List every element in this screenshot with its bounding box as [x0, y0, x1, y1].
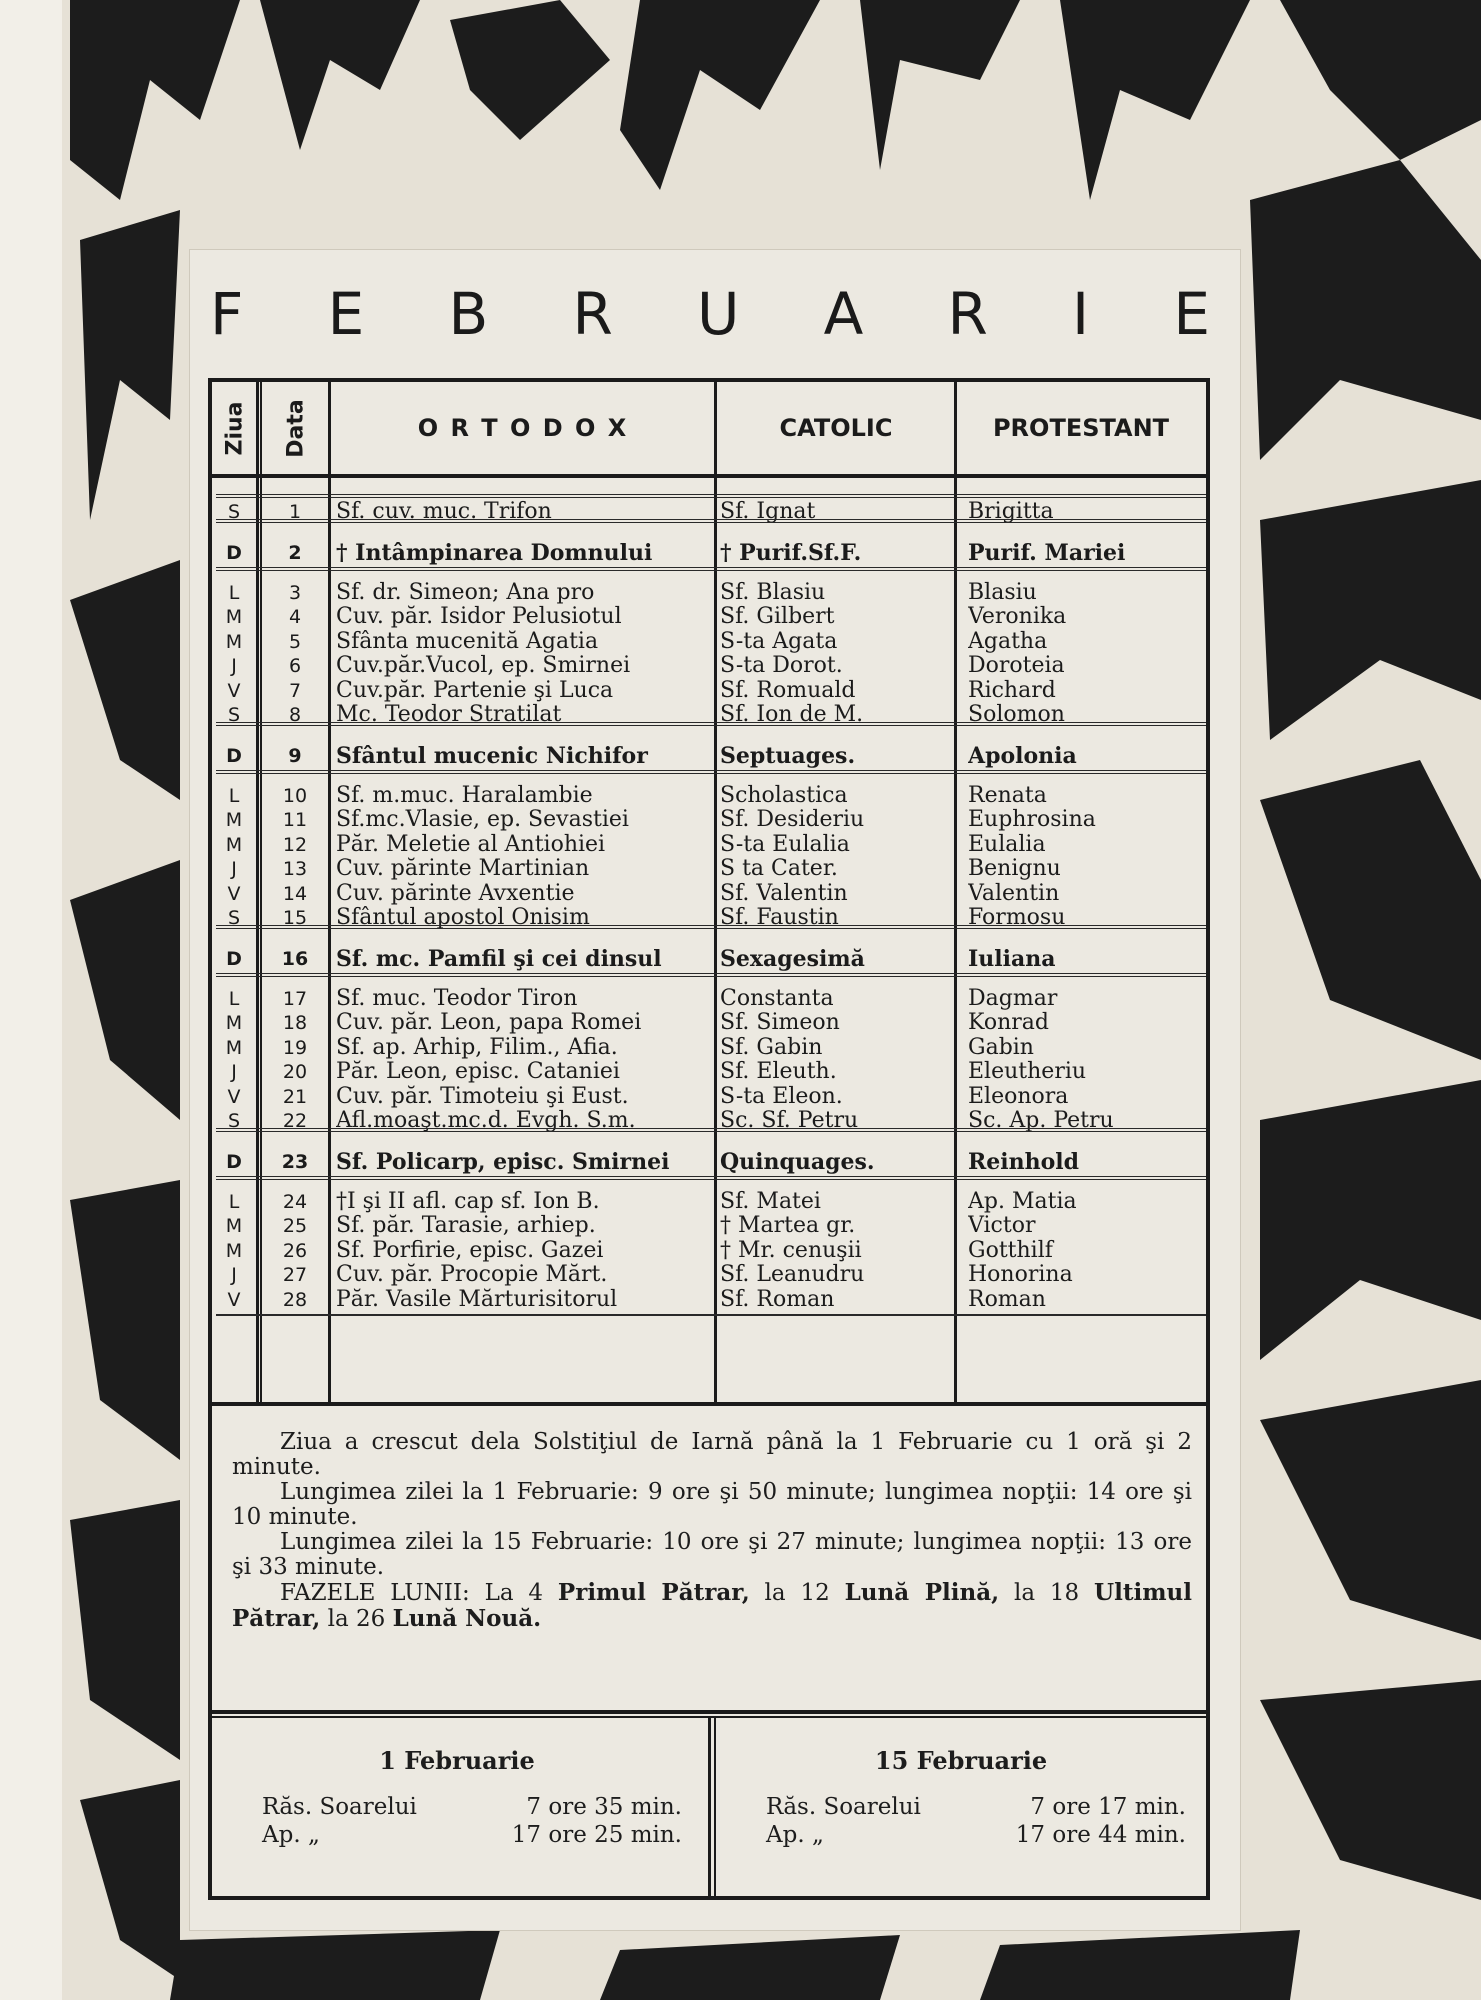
catholic-saint-cell: Septuages. [720, 743, 856, 768]
date-cell: 24 [282, 1190, 308, 1213]
row-group-rule [216, 973, 1206, 977]
page-title [210, 280, 1210, 348]
protestant-saint-cell: Formosu [968, 906, 1066, 930]
date-cell: 6 [288, 655, 302, 677]
date-cell: 3 [288, 581, 302, 604]
title-letter: F [210, 280, 244, 348]
sun-times-date: 15 Februarie [874, 1746, 1048, 1775]
day-of-week-cell: V [227, 882, 241, 905]
title-letter: R [572, 280, 613, 348]
title-letter: U [696, 280, 740, 348]
date-cell: 9 [288, 744, 302, 767]
table-row [212, 679, 1206, 704]
title-letter: E [327, 280, 365, 348]
date-cell: 5 [288, 630, 302, 653]
catholic-saint-cell: Sf. Gabin [720, 1035, 823, 1060]
orthodox-saint-cell: Afl.moaşt.mc.d. Evgh. S.m. [336, 1109, 636, 1133]
date-cell: 21 [282, 1085, 308, 1108]
orthodox-saint-cell: Cuv. păr. Timoteiu şi Eust. [336, 1084, 629, 1109]
date-cell: 17 [282, 987, 308, 1010]
date-cell: 26 [282, 1239, 308, 1262]
catholic-saint-cell: Sexagesimă [720, 946, 865, 971]
note-day-length-15: Lungimea zilei la 15 Februarie: 10 ore şi 27 minute; lungimea nopţii: 13 ore şi 33 minute. [232, 1529, 1192, 1580]
table-row [212, 1011, 1206, 1036]
catholic-saint-cell: Sf. Valentin [720, 881, 848, 906]
protestant-saint-cell: Dagmar [968, 986, 1058, 1011]
sun-times-footer [212, 1712, 1206, 1896]
sunrise-label: Răs. Soarelui [766, 1794, 921, 1820]
date-cell: 14 [282, 882, 308, 905]
catholic-saint-cell: † Mr. cenuşii [720, 1238, 862, 1263]
header-ziua: Ziua [222, 400, 248, 456]
table-bottom-rule [212, 1402, 1206, 1406]
table-row [212, 1288, 1206, 1313]
day-of-week-cell: M [225, 809, 243, 831]
orthodox-saint-cell: Sf. Porfirie, episc. Gazei [336, 1238, 604, 1263]
date-cell: 4 [288, 606, 302, 628]
day-of-week-cell: M [225, 1239, 243, 1262]
protestant-saint-cell: Victor [968, 1214, 1036, 1238]
table-row [212, 1036, 1206, 1061]
protestant-saint-cell: Purif. Mariei [968, 540, 1126, 565]
catholic-saint-cell: Sf. Simeon [720, 1011, 840, 1035]
protestant-saint-cell: Gotthilf [968, 1238, 1053, 1263]
date-cell: 10 [282, 784, 308, 807]
date-cell: 16 [281, 947, 309, 970]
protestant-saint-cell: Sc. Ap. Petru [968, 1109, 1114, 1133]
sunset-value: 17 ore 25 min. [511, 1822, 682, 1848]
day-of-week-cell: S [227, 907, 241, 929]
date-cell: 7 [288, 679, 302, 702]
day-of-week-cell: D [226, 744, 242, 767]
date-cell: 11 [282, 809, 308, 831]
catholic-saint-cell: S-ta Agata [720, 629, 838, 654]
sunset-value: 17 ore 44 min. [1015, 1822, 1186, 1848]
orthodox-saint-cell: Păr. Vasile Mărturisitorul [336, 1287, 618, 1312]
table-row [212, 654, 1206, 679]
orthodox-saint-cell: Sf. Policarp, episc. Smirnei [336, 1149, 670, 1174]
date-cell: 25 [282, 1215, 308, 1237]
orthodox-saint-cell: Sf. păr. Tarasie, arhiep. [336, 1214, 596, 1238]
catholic-saint-cell: Constanta [720, 986, 834, 1011]
title-letter: B [448, 280, 489, 348]
table-row [212, 1085, 1206, 1110]
table-row [212, 1060, 1206, 1085]
protestant-saint-cell: Benignu [968, 857, 1061, 881]
orthodox-saint-cell: Mc. Teodor Stratilat [336, 703, 562, 727]
orthodox-saint-cell: Sf.mc.Vlasie, ep. Sevastiei [336, 808, 629, 832]
day-of-week-cell: J [231, 858, 237, 880]
table-row [212, 987, 1206, 1012]
protestant-saint-cell: Eleutheriu [968, 1060, 1087, 1084]
catholic-saint-cell: Scholastica [720, 783, 848, 808]
orthodox-saint-cell: Sf. m.muc. Haralambie [336, 783, 593, 808]
date-cell: 22 [282, 1110, 308, 1132]
sunset-label: Ap. „ [262, 1822, 320, 1848]
protestant-saint-cell: Ap. Matia [968, 1189, 1077, 1214]
day-of-week-cell: L [228, 581, 240, 604]
header-data: Data [283, 398, 309, 458]
protestant-saint-cell: Gabin [968, 1035, 1034, 1060]
protestant-saint-cell: Solomon [968, 703, 1065, 727]
day-of-week-cell: M [225, 1215, 243, 1237]
date-cell: 23 [281, 1150, 309, 1173]
catholic-saint-cell: Sf. Gilbert [720, 605, 835, 629]
protestant-saint-cell: Richard [968, 678, 1056, 703]
protestant-saint-cell: Renata [968, 783, 1047, 808]
table-row [212, 630, 1206, 655]
date-cell: 12 [282, 833, 308, 856]
protestant-saint-cell: Roman [968, 1287, 1046, 1312]
title-letter: A [823, 280, 864, 348]
day-of-week-cell: L [228, 784, 240, 807]
note-day-length-1: Lungimea zilei la 1 Februarie: 9 ore şi 50 minute; lungimea nopţii: 14 ore şi 10 minute. [232, 1479, 1192, 1530]
orthodox-saint-cell: Sfântul apostol Onisim [336, 906, 590, 930]
catholic-saint-cell: S ta Cater. [720, 857, 838, 881]
orthodox-saint-cell: Păr. Leon, episc. Cataniei [336, 1060, 620, 1084]
protestant-saint-cell: Valentin [968, 881, 1060, 906]
row-group-rule [216, 1176, 1206, 1180]
orthodox-saint-cell: Cuv. părinte Avxentie [336, 881, 575, 906]
sunrise-value: 7 ore 35 min. [526, 1794, 682, 1820]
day-of-week-cell: L [228, 1190, 240, 1213]
protestant-saint-cell: Eulalia [968, 832, 1046, 857]
catholic-saint-cell: † Purif.Sf.F. [720, 540, 862, 565]
orthodox-saint-cell: †I şi II afl. cap sf. Ion B. [336, 1189, 600, 1214]
day-of-week-cell: M [225, 833, 243, 856]
table-row [212, 1214, 1206, 1239]
day-of-week-cell: J [231, 1264, 237, 1286]
orthodox-saint-cell: Sfântul mucenic Nichifor [336, 743, 648, 768]
date-cell: 2 [288, 541, 302, 564]
protestant-saint-cell: Iuliana [968, 946, 1056, 971]
date-cell: 15 [282, 907, 308, 929]
catholic-saint-cell: S-ta Eleon. [720, 1084, 843, 1109]
protestant-saint-cell: Apolonia [968, 743, 1077, 768]
catholic-saint-cell: Sf. Faustin [720, 906, 839, 930]
table-row [212, 1190, 1206, 1215]
catholic-saint-cell: Sf. Ion de M. [720, 703, 864, 727]
day-of-week-cell: J [231, 655, 237, 677]
catholic-saint-cell: Sf. Ignat [720, 500, 816, 524]
day-of-week-cell: M [225, 630, 243, 653]
protestant-saint-cell: Reinhold [968, 1149, 1080, 1174]
date-cell: 8 [288, 704, 302, 726]
table-row [212, 808, 1206, 833]
date-cell: 28 [282, 1288, 308, 1311]
row-group-rule [216, 1314, 1206, 1316]
table-row [212, 1263, 1206, 1288]
orthodox-saint-cell: Cuv. păr. Leon, papa Romei [336, 1011, 642, 1035]
day-of-week-cell: M [225, 606, 243, 628]
date-cell: 18 [282, 1012, 308, 1034]
day-of-week-cell: M [225, 1012, 243, 1034]
table-header [212, 382, 1206, 478]
date-cell: 20 [282, 1061, 308, 1083]
note-day-growth: Ziua a crescut dela Solstiţiul de Iarnă până la 1 Februarie cu 1 oră şi 2 minute. [232, 1429, 1192, 1480]
catholic-saint-cell: Sf. Eleuth. [720, 1060, 837, 1084]
row-group-rule [216, 519, 1206, 523]
protestant-saint-cell: Blasiu [968, 580, 1037, 605]
day-of-week-cell: S [227, 501, 241, 523]
sunrise-value: 7 ore 17 min. [1030, 1794, 1186, 1820]
catholic-saint-cell: Quinquages. [720, 1149, 875, 1174]
day-of-week-cell: M [225, 1036, 243, 1059]
header-ortodox: O R T O D O X [417, 414, 629, 442]
title-letter: E [1173, 280, 1210, 348]
protestant-saint-cell: Doroteia [968, 654, 1065, 678]
row-group-rule [216, 1128, 1206, 1132]
catholic-saint-cell: S-ta Dorot. [720, 654, 843, 678]
orthodox-saint-cell: Păr. Meletie al Antiohiei [336, 832, 606, 857]
orthodox-saint-cell: Cuv. păr. Procopie Mărt. [336, 1263, 608, 1287]
table-row [212, 882, 1206, 907]
catholic-saint-cell: Sf. Desideriu [720, 808, 865, 832]
table-row [212, 857, 1206, 882]
day-of-week-cell: V [227, 679, 241, 702]
date-cell: 1 [288, 501, 302, 523]
sunrise-label: Răs. Soarelui [262, 1794, 417, 1820]
orthodox-saint-cell: Cuv. păr. Isidor Pelusiotul [336, 605, 622, 629]
orthodox-saint-cell: Sf. muc. Teodor Tiron [336, 986, 578, 1011]
calendar-sheet [190, 250, 1240, 1930]
orthodox-saint-cell: Cuv. părinte Martinian [336, 857, 590, 881]
day-of-week-cell: J [231, 1061, 237, 1083]
row-group-rule [216, 494, 1206, 498]
header-protestant: PROTESTANT [992, 414, 1170, 442]
table-row [212, 605, 1206, 630]
date-cell: 27 [282, 1264, 308, 1286]
row-group-rule [216, 722, 1206, 726]
protestant-saint-cell: Veronika [968, 605, 1067, 629]
day-of-week-cell: D [226, 541, 242, 564]
sun-times-feb-1 [212, 1712, 702, 1896]
catholic-saint-cell: S-ta Eulalia [720, 832, 850, 857]
orthodox-saint-cell: Sfânta mucenită Agatia [336, 629, 599, 654]
table-row [212, 581, 1206, 606]
catholic-saint-cell: Sf. Romuald [720, 678, 856, 703]
sunset-label: Ap. „ [766, 1822, 824, 1848]
notes-section [232, 1430, 1192, 1632]
orthodox-saint-cell: Cuv.păr.Vucol, ep. Smirnei [336, 654, 631, 678]
title-letter: R [947, 280, 988, 348]
calendar-table [208, 378, 1210, 1900]
note-moon-phases: FAZELE LUNII: La 4 Primul Pătrar, la 12 Lună Plină, la 18 Ultimul Pătrar, la 26 Lună Nouă. [232, 1579, 1192, 1632]
catholic-saint-cell: Sf. Matei [720, 1189, 821, 1214]
catholic-saint-cell: Sf. Blasiu [720, 580, 826, 605]
row-group-rule [216, 925, 1206, 929]
catholic-saint-cell: Sc. Sf. Petru [720, 1109, 859, 1133]
day-of-week-cell: S [227, 704, 241, 726]
day-of-week-cell: V [227, 1288, 241, 1311]
row-group-rule [216, 567, 1206, 571]
date-cell: 13 [282, 858, 308, 880]
day-of-week-cell: S [227, 1110, 241, 1132]
day-of-week-cell: D [226, 947, 242, 970]
protestant-saint-cell: Eleonora [968, 1084, 1069, 1109]
day-of-week-cell: L [228, 987, 240, 1010]
protestant-saint-cell: Honorina [968, 1263, 1073, 1287]
orthodox-saint-cell: Sf. dr. Simeon; Ana pro [336, 580, 595, 605]
orthodox-saint-cell: Sf. ap. Arhip, Filim., Afia. [336, 1035, 618, 1060]
day-of-week-cell: D [226, 1150, 242, 1173]
date-cell: 19 [282, 1036, 308, 1059]
orthodox-saint-cell: Sf. mc. Pamfil şi cei dinsul [336, 946, 662, 971]
row-group-rule [216, 770, 1206, 774]
header-catolic: CATOLIC [779, 414, 893, 442]
day-of-week-cell: V [227, 1085, 241, 1108]
protestant-saint-cell: Konrad [968, 1011, 1049, 1035]
sun-times-date: 1 Februarie [379, 1746, 535, 1775]
catholic-saint-cell: † Martea gr. [720, 1214, 856, 1238]
protestant-saint-cell: Brigitta [968, 500, 1054, 524]
protestant-saint-cell: Euphrosina [968, 808, 1096, 832]
orthodox-saint-cell: Cuv.păr. Partenie şi Luca [336, 678, 614, 703]
orthodox-saint-cell: Sf. cuv. muc. Trifon [336, 500, 552, 524]
sun-times-feb-15 [716, 1712, 1206, 1896]
table-row [212, 784, 1206, 809]
catholic-saint-cell: Sf. Roman [720, 1287, 835, 1312]
table-row [212, 1239, 1206, 1264]
table-row [212, 833, 1206, 858]
orthodox-saint-cell: † Intâmpinarea Domnului [336, 540, 653, 565]
title-letter: I [1072, 280, 1090, 348]
protestant-saint-cell: Agatha [968, 629, 1048, 654]
catholic-saint-cell: Sf. Leanudru [720, 1263, 865, 1287]
